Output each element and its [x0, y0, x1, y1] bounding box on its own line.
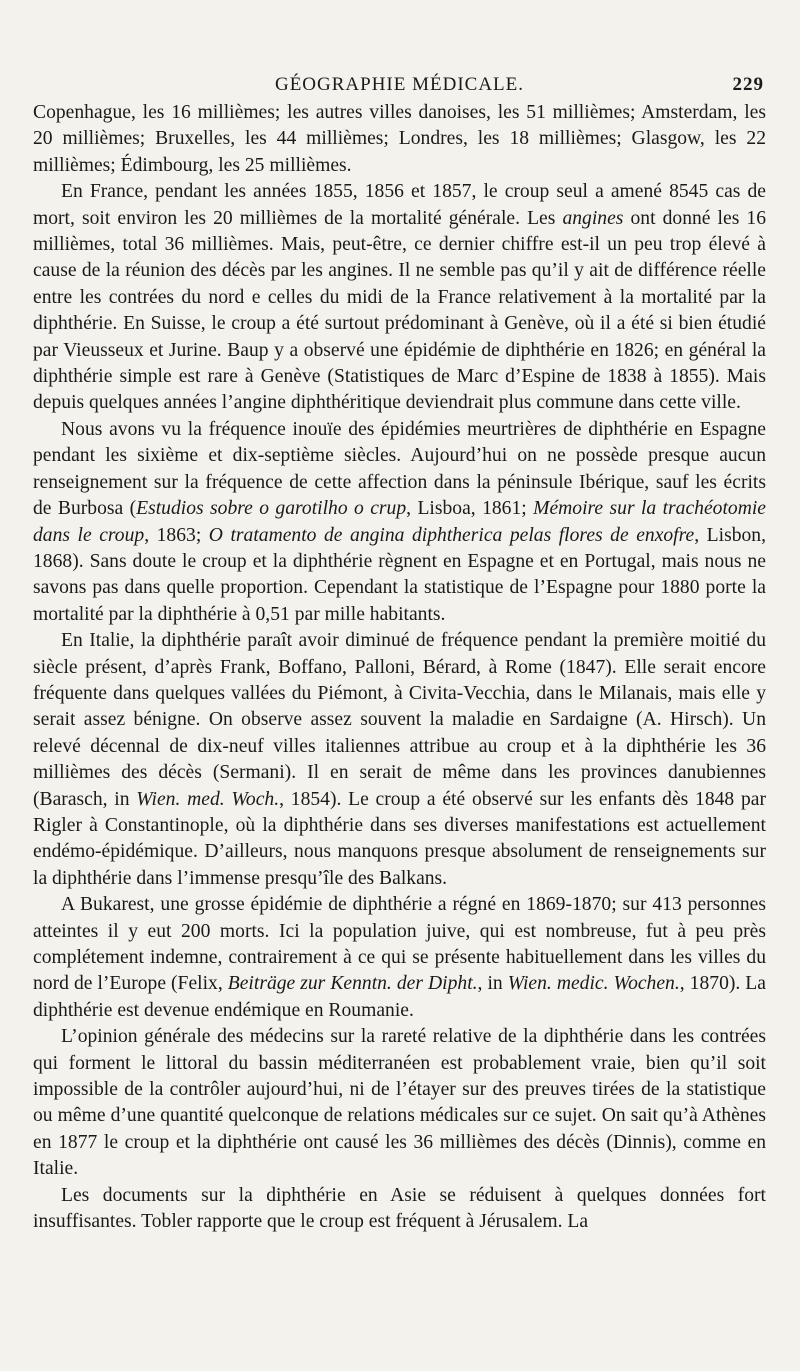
running-title: GÉOGRAPHIE MÉDICALE. — [274, 74, 525, 95]
paragraph: L’opinion générale des médecins sur la rareté relative de la diphthérie dans les contrées qui forment le littoral du bassin méditerranéen est probablement vraie, bien qu’il soit impossible de la contrôler aujourd’hui, ni de l’étayer sur des preuves tirées de la statistique ou même d’une quantité quelconque de relations médicales sur ce sujet. On sait qu’à Athènes en 1877 le croup et la diphthérie ont causé les 36 millièmes des décès (Dinnis), comme en Italie. — [33, 1026, 766, 1180]
paragraph: Copenhague, les 16 millièmes; les autres villes danoises, les 51 millièmes; Amsterdam, les 20 millièmes; Bruxelles, les 44 millièmes; Londres, les 18 millièmes; Glasgow, les 22 millièmes; Édimbourg, les 25 millièmes. — [33, 102, 766, 176]
paragraph: En France, pendant les années 1855, 1856 et 1857, le croup seul a amené 8545 cas de mort, soit environ les 20 millièmes de la mortalité générale. Les angines ont donné les 16 millièmes, total 36 millièmes. Mais, peut-être, ce dernier chiffre est-il un peu trop élevé à cause de la réunion des décès par les angines. Il ne semble pas qu’il y ait de différence réelle entre les contrées du nord e celles du midi de la France relativement à la mortalité par la diphthérie. En Suisse, le croup a été surtout prédominant à Genève, où il a été si bien étudié par Vieusseux et Jurine. Baup y a observé une épidémie de diphthérie en 1826; en général la diphthérie simple est rare à Genève (Statistiques de Marc d’Espine de 1838 à 1855). Mais depuis quelques années l’angine diphthéritique deviendrait plus commune dans cette ville. — [33, 181, 766, 414]
page-number: 229 — [732, 74, 764, 95]
paragraph: En Italie, la diphthérie paraît avoir diminué de fréquence pendant la première moitié du siècle présent, d’après Frank, Boffano, Palloni, Bérard, à Rome (1847). Elle serait encore fréquente dans quelques vallées du Piémont, à Civita-Vecchia, dans le Milanais, mais elle y serait assez bénigne. On observe assez souvent la maladie en Sardaigne (A. Hirsch). Un relevé décennal de dix-neuf villes italiennes attribue au croup et à la diphthérie les 36 millièmes des décès (Sermani). Il en serait de même dans les provinces danubiennes (Barasch, in Wien. med. Woch., 1854). Le croup a été observé sur les enfants dès 1848 par Rigler à Constantinople, où la diphthérie dans ses diverses manifestations est actuellement endémo-épidémique. D’ailleurs, nous manquons presque absolument de renseignements sur la diphthérie dans l’immense presqu’île des Balkans. — [33, 630, 766, 889]
paragraph: Les documents sur la diphthérie en Asie se réduisent à quelques données fort insuffisantes. Tobler rapporte que le croup est fréquent à Jérusalem. La — [33, 1184, 766, 1233]
running-header — [33, 70, 766, 100]
body-text — [33, 100, 766, 1235]
paragraph: Nous avons vu la fréquence inouïe des épidémies meurtrières de diphthérie en Espagne pendant les sixième et dix-septième siècles. Aujourd’hui on ne possède presque aucun renseignement sur la fréquence de cette affection dans la péninsule Ibérique, sauf les écrits de Burbosa (Estudios sobre o garotilho o crup, Lisboa, 1861; Mémoire sur la trachéotomie dans le croup, 1863; O tratamento de angina diphtherica pelas flores de enxofre, Lisbon, 1868). Sans doute le croup et la diphthérie règnent en Espagne et en Portugal, mais nous ne savons pas dans quelle proportion. Cependant la statistique de l’Espagne pour 1880 porte la mortalité par la diphthérie à 0,51 par mille habitants. — [33, 418, 766, 625]
paragraph: A Bukarest, une grosse épidémie de diphthérie a régné en 1869-1870; sur 413 personnes atteintes il y eut 200 morts. Ici la population juive, qui est nombreuse, fut à peu près complétement indemne, contrairement à ce qui se présente habituellement dans les villes du nord de l’Europe (Felix, Beiträge zur Kenntn. der Dipht., in Wien. medic. Wochen., 1870). La diphthérie est devenue endémique en Roumanie. — [33, 894, 766, 1021]
